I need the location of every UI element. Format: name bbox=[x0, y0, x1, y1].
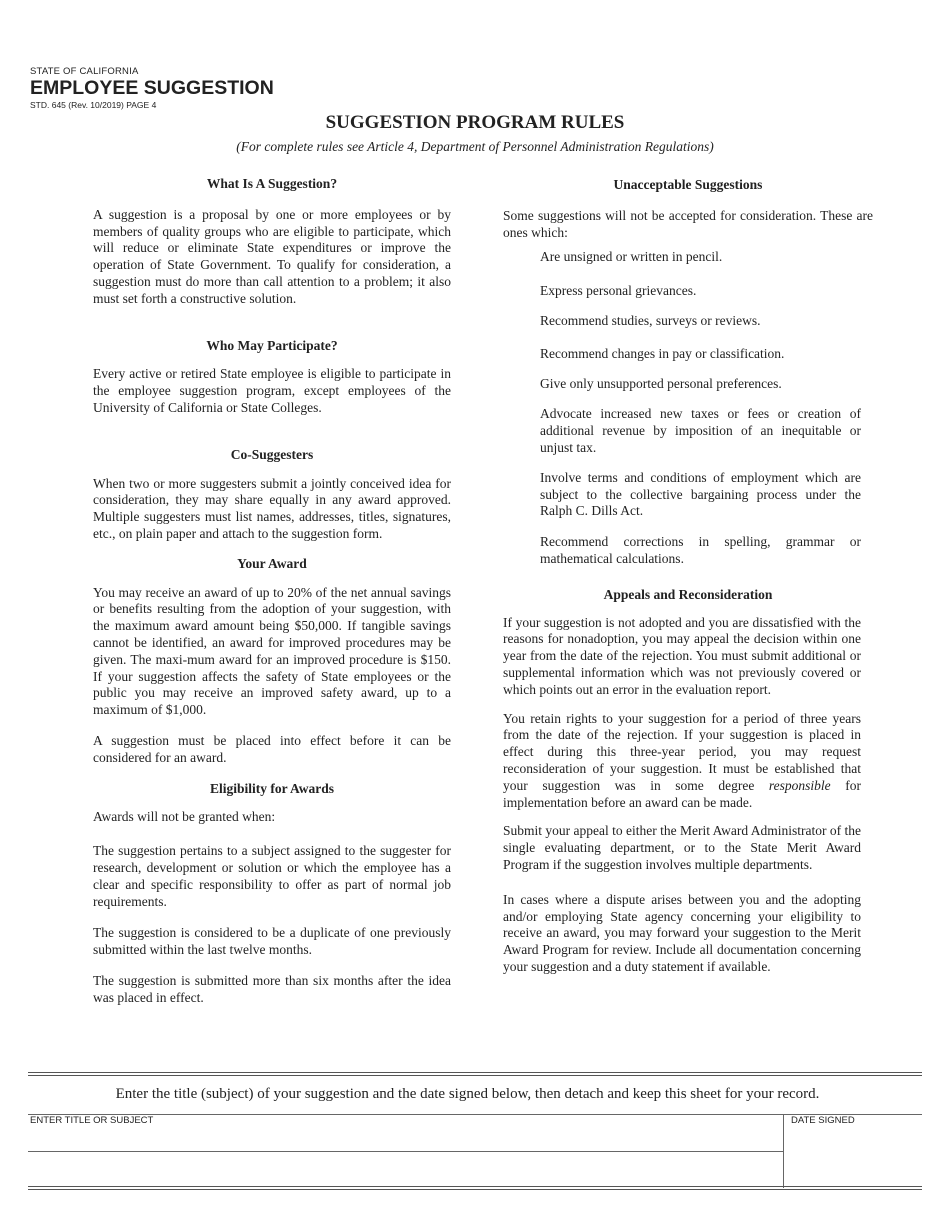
appeals-text-2-italic: responsible bbox=[768, 777, 831, 793]
field-top-border bbox=[28, 1114, 922, 1115]
unacceptable-item: Advocate increased new taxes or fees or creation of additional revenue by imposition of an inequitable or unjust tax. bbox=[540, 406, 861, 455]
form-number: STD. 645 (Rev. 10/2019) PAGE 4 bbox=[30, 100, 157, 110]
footer-instruction: Enter the title (subject) of your suggestion and the date signed below, then detach and keep this sheet for your record. bbox=[115, 1086, 820, 1102]
left-column bbox=[93, 176, 451, 1006]
eligibility-item: The suggestion is submitted more than six months after the idea was placed in effect. bbox=[93, 972, 451, 1005]
who-text: Every active or retired State employee is eligible to participate in the employee suggestion program, except employees of the University of California or State Colleges. bbox=[93, 366, 451, 415]
field-divider bbox=[783, 1114, 784, 1188]
award-text-2: A suggestion must be placed into effect before it can be considered for an award. bbox=[93, 732, 451, 765]
appeals-text-4: In cases where a dispute arises between you and the adopting and/or employing State agency concerning your eligibility to receive an award, you may forward your suggestion to the Merit Award Program for review. Include all documentation concerning your suggestion and a duty statement if available. bbox=[503, 891, 861, 974]
title-subject-label: ENTER TITLE OR SUBJECT bbox=[30, 1115, 154, 1126]
unacceptable-intro: Some suggestions will not be accepted for consideration. These are ones which: bbox=[503, 207, 873, 240]
section-heading-eligibility: Eligibility for Awards bbox=[209, 780, 334, 796]
section-heading-award: Your Award bbox=[237, 555, 307, 571]
co-text: When two or more suggesters submit a jointly conceived idea for consideration, they may share equally in any award approved. Multiple suggesters must list names, addresses, titles, signatures, etc., on plain paper and attach to the suggestion form. bbox=[93, 475, 451, 541]
eligibility-intro: Awards will not be granted when: bbox=[93, 809, 276, 825]
award-text: You may receive an award of up to 20% of the net annual savings or benefits resulting from the adoption of your suggestion, with the maximum award amount being $50,000. If tangible savings cannot be identified, an award for improved procedures may be given. The maxi-mum award for an improved procedure is $150. If your suggestion affects the safety of State employees or the public you may receive an improved safety award, up to a maximum of $1,000. bbox=[93, 584, 451, 718]
appeals-text-2b: for implementation before an award can be made. bbox=[503, 777, 861, 810]
date-signed-label: DATE SIGNED bbox=[791, 1115, 855, 1126]
section-heading-appeals: Appeals and Reconsideration bbox=[603, 586, 773, 602]
eligibility-item: The suggestion is considered to be a duplicate of one previously submitted within the last twelve months. bbox=[93, 925, 451, 958]
appeals-text-3: Submit your appeal to either the Merit Award Administrator of the single evaluating department, or to the State Merit Award Program if the suggestion involves multiple departments. bbox=[503, 823, 861, 872]
unacceptable-item: Express personal grievances. bbox=[540, 283, 697, 299]
unacceptable-item: Recommend studies, surveys or reviews. bbox=[540, 312, 761, 328]
state-label: STATE OF CALIFORNIA bbox=[30, 66, 139, 77]
unacceptable-item: Give only unsupported personal preferences. bbox=[540, 375, 782, 391]
appeals-text: If your suggestion is not adopted and you are dissatisfied with the reasons for nonadoption, you may appeal the decision within one year from the date of the rejection. You must submit additional or supplemental information which was not previously covered or which points out an error in the evaluation report. bbox=[503, 614, 861, 697]
form-header bbox=[30, 66, 274, 110]
form-title: EMPLOYEE SUGGESTION bbox=[30, 77, 274, 99]
record-fields bbox=[28, 1114, 922, 1188]
appeals-text-2a: You retain rights to your suggestion for a period of three years from the date of the rejection. If your suggestion is placed in effect during this three-year period, you may request reconsideration of your suggestion. It must be established that your suggestion was in some degree bbox=[503, 710, 861, 793]
unacceptable-item: Recommend corrections in spelling, grammar or mathematical calculations. bbox=[540, 534, 861, 566]
section-heading-what: What Is A Suggestion? bbox=[206, 176, 338, 191]
appeals-text-2 bbox=[503, 711, 861, 812]
section-heading-unacceptable: Unacceptable Suggestions bbox=[613, 177, 763, 192]
page-title: SUGGESTION PROGRAM RULES bbox=[325, 112, 625, 133]
section-heading-co: Co-Suggesters bbox=[230, 446, 314, 462]
unacceptable-item: Recommend changes in pay or classification. bbox=[540, 345, 785, 361]
eligibility-item: The suggestion pertains to a subject assigned to the suggester for research, development or solution or which the employee has a clear and specific responsibility to offer as part of normal job requirements. bbox=[93, 843, 451, 909]
detach-line-top bbox=[28, 1072, 922, 1076]
unacceptable-item: Are unsigned or written in pencil. bbox=[540, 249, 723, 265]
what-text: A suggestion is a proposal by one or more employees or by members of quality groups who are eligible to participate, which will reduce or eliminate State expenditures or improve the operation of State Government. To qualify for consideration, a suggestion must do more than call attention to a problem; it also must set forth a constructive solution. bbox=[93, 206, 451, 306]
detach-line-bottom bbox=[28, 1186, 922, 1190]
date-signed-field[interactable] bbox=[788, 1128, 918, 1184]
field-mid-border bbox=[28, 1151, 783, 1152]
unacceptable-item: Involve terms and conditions of employment which are subject to the collective bargaining process under the Ralph C. Dills Act. bbox=[540, 469, 861, 519]
right-column bbox=[503, 176, 873, 976]
title-subject-field[interactable] bbox=[30, 1128, 780, 1150]
page-subtitle: (For complete rules see Article 4, Department of Personnel Administration Regulations) bbox=[236, 139, 714, 154]
section-heading-who: Who May Participate? bbox=[206, 337, 338, 353]
